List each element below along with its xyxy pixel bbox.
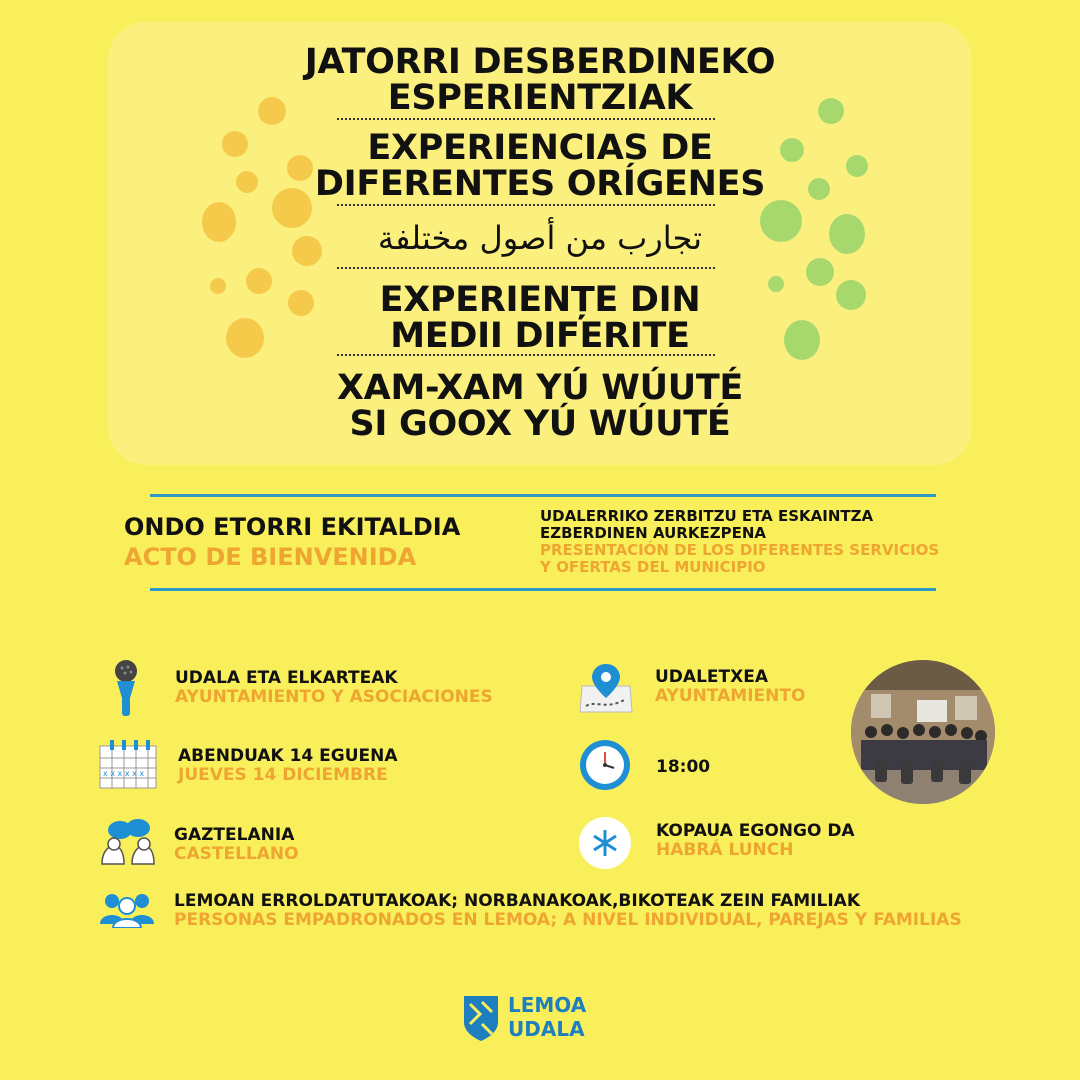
- event-name: [124, 512, 460, 572]
- date-info: ABENDUAK 14 EGUENA JUEVES 14 DICIEMBRE: [178, 746, 398, 785]
- title-divider: [337, 267, 715, 269]
- event-name-es: ACTO DE BIENVENIDA: [124, 543, 417, 571]
- title-romanian: EXPERIENȚE DIN MEDII DIFERITE: [379, 280, 701, 356]
- microphone-icon: [108, 658, 144, 718]
- title-block: [0, 0, 1080, 470]
- event-description: UDALERRIKO ZERBITZU ETA ESKAINTZA EZBERDINEN AURKEZPENA PRESENTACIÓN DE LOS DIFERENTES SERVICIOS Y OFERTAS DEL MUNICIPIO: [540, 507, 940, 576]
- logo-text: LEMOA UDALA: [508, 993, 587, 1041]
- banner-top-rule: [150, 494, 936, 497]
- title-spanish: EXPERIENCIAS DE DIFERENTES ORÍGENES: [314, 128, 766, 204]
- title-divider: [337, 204, 715, 206]
- title-divider: [337, 354, 715, 356]
- people-icon: [98, 892, 156, 928]
- title-divider: [337, 118, 715, 120]
- banner-bottom-rule: [150, 588, 936, 591]
- organizer-info: UDALA ETA ELKARTEAK AYUNTAMIENTO Y ASOCIACIONES: [175, 668, 493, 707]
- language-info: GAZTELANIA CASTELLANO: [174, 825, 299, 864]
- title-basque: JATORRI DESBERDINEKO ESPERIENTZIAK: [304, 42, 776, 118]
- map-pin-icon: [578, 660, 634, 714]
- snowflake-icon: [578, 816, 632, 870]
- lunch-info: KOPAUA EGONGO DA HABRÁ LUNCH: [656, 821, 855, 860]
- title-arabic: تجارب من أصول مختلفة: [377, 219, 703, 257]
- place-info: UDALETXEA AYUNTAMIENTO: [655, 667, 806, 706]
- calendar-icon: [98, 740, 158, 790]
- title-wolof: XAM-XAM YÚ WÚUTÉ SI GOOX YÚ WÚUTÉ: [336, 368, 744, 444]
- lemoa-shield-logo: [462, 994, 500, 1042]
- audience-info: LEMOAN ERROLDATUTAKOAK; NORBANAKOAK,BIKOTEAK ZEIN FAMILIAK PERSONAS EMPADRONADOS EN LEMOA; A NIVEL INDIVIDUAL, PAREJAS Y FAMILIAS: [174, 891, 962, 930]
- event-name-eu: ONDO ETORRI EKITALDIA: [124, 513, 461, 541]
- speech-bubbles-icon: [98, 818, 158, 868]
- group-photo: [851, 660, 995, 804]
- clock-icon: [578, 738, 632, 792]
- svg-text:x x x x x x: x x x x x x: [103, 769, 145, 778]
- time-info: 18:00: [656, 757, 711, 777]
